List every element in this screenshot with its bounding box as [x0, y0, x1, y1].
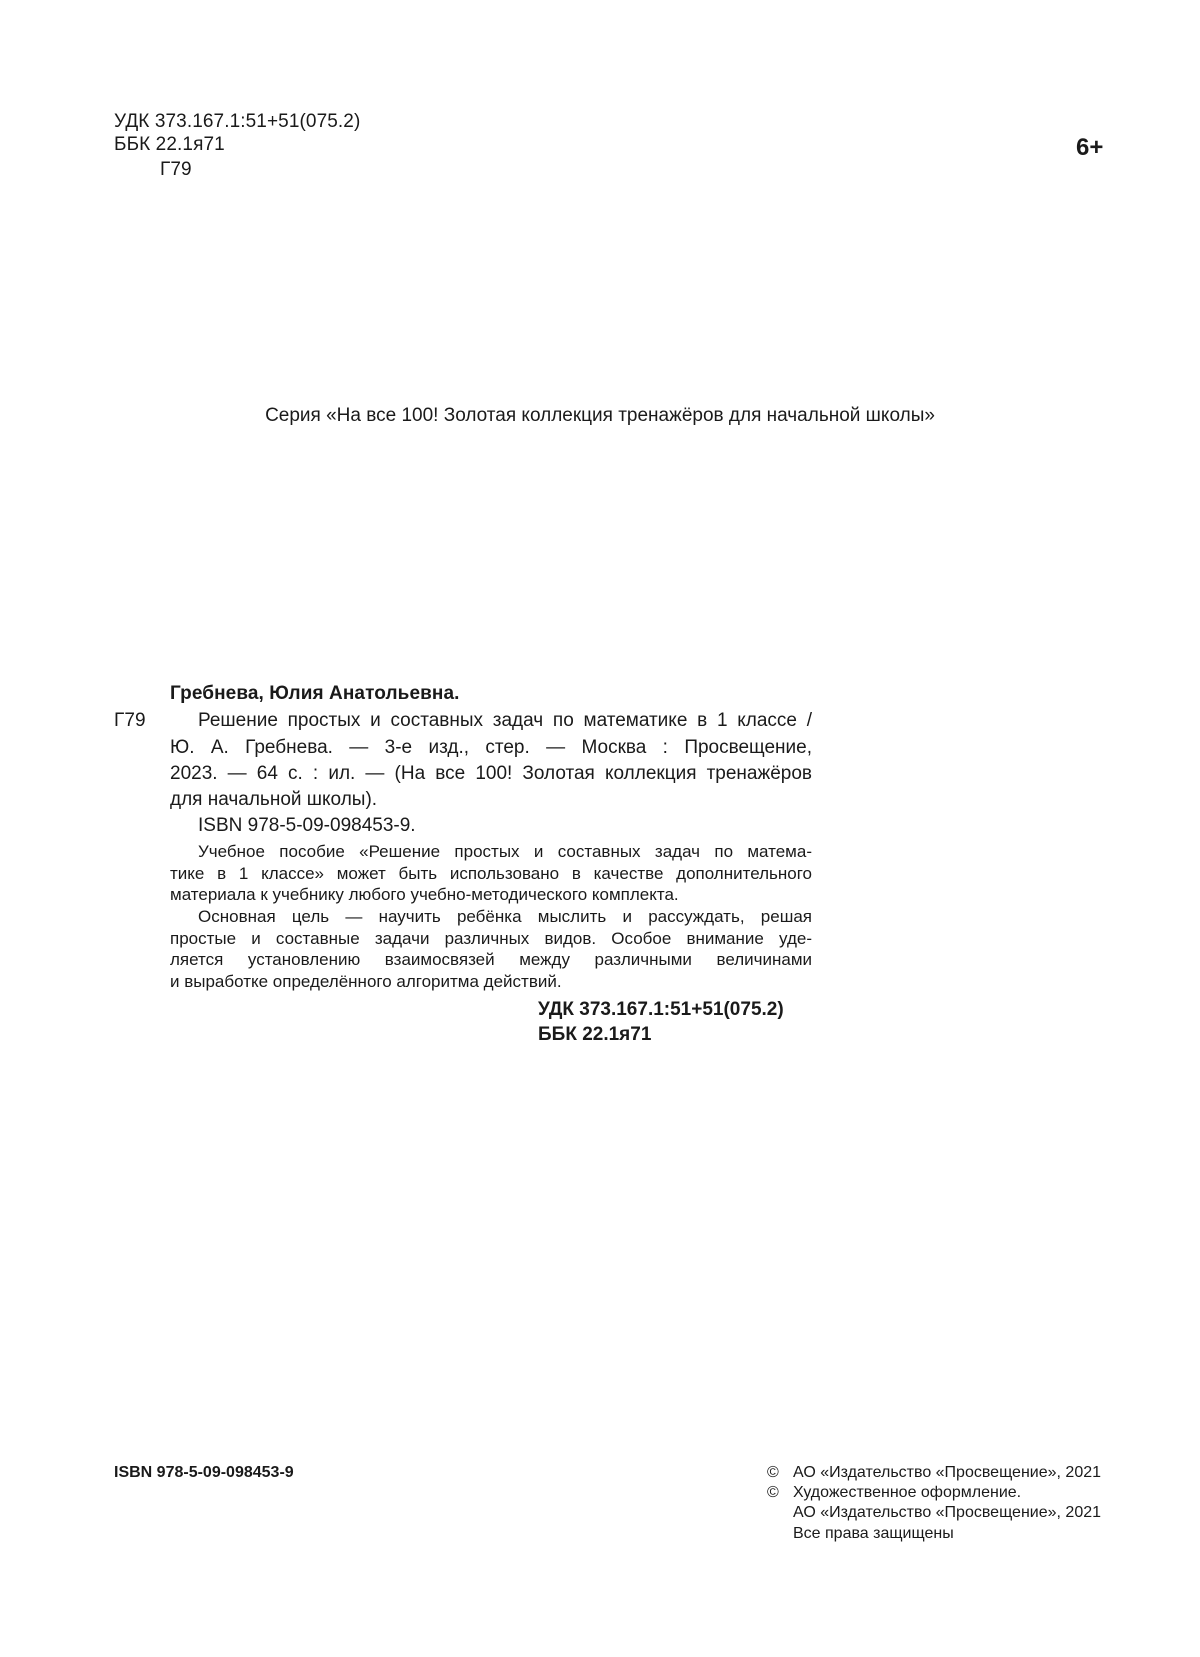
copyright-icon: © — [767, 1484, 779, 1501]
annotation-line: тике в 1 классе» может быть использовано в качестве дополнительного — [170, 864, 812, 883]
copyright-line: АО «Издательство «Просвещение», 2021 — [793, 1504, 1102, 1521]
record-isbn: ISBN 978-5-09-098453-9. — [198, 815, 416, 836]
annotation-line: простые и составные задачи различных видов. Особое внимание уде- — [170, 929, 812, 948]
age-rating-badge: 6+ — [1076, 134, 1104, 161]
record-title-line: для начальной школы). — [170, 789, 378, 810]
record-bbk: ББК 22.1я71 — [538, 1024, 652, 1045]
annotation-line: Учебное пособие «Решение простых и составных задач по матема- — [198, 842, 812, 861]
copyright-icon: © — [767, 1464, 779, 1481]
header-author-mark: Г79 — [160, 159, 192, 180]
annotation-line: ляется установлению взаимосвязей между различными величинами — [170, 950, 812, 969]
record-author: Гребнева, Юлия Анатольевна. — [170, 683, 460, 704]
header-udk: УДК 373.167.1:51+51(075.2) — [114, 111, 361, 132]
copyright-line: Художественное оформление. — [793, 1484, 1022, 1501]
series-title: Серия «На все 100! Золотая коллекция тренажёров для начальной школы» — [265, 405, 935, 426]
copyright-line: АО «Издательство «Просвещение», 2021 — [793, 1464, 1102, 1481]
annotation-line: материала к учебнику любого учебно-методического комплекта. — [170, 885, 679, 904]
rights-reserved: Все права защищены — [793, 1525, 954, 1542]
record-title-line: Решение простых и составных задач по математике в 1 классе / — [198, 710, 812, 731]
annotation-line: Основная цель — научить ребёнка мыслить и рассуждать, решая — [198, 907, 812, 926]
header-bbk: ББК 22.1я71 — [114, 134, 225, 155]
footer-isbn: ISBN 978-5-09-098453-9 — [114, 1464, 294, 1481]
annotation-line: и выработке определённого алгоритма действий. — [170, 972, 562, 991]
record-title-line: 2023. — 64 с. : ил. — (На все 100! Золотая коллекция тренажёров — [170, 763, 812, 784]
record-udk: УДК 373.167.1:51+51(075.2) — [538, 999, 784, 1020]
record-author-mark: Г79 — [114, 710, 146, 731]
record-title-line: Ю. А. Гребнева. — 3-е изд., стер. — Москва : Просвещение, — [170, 737, 812, 758]
